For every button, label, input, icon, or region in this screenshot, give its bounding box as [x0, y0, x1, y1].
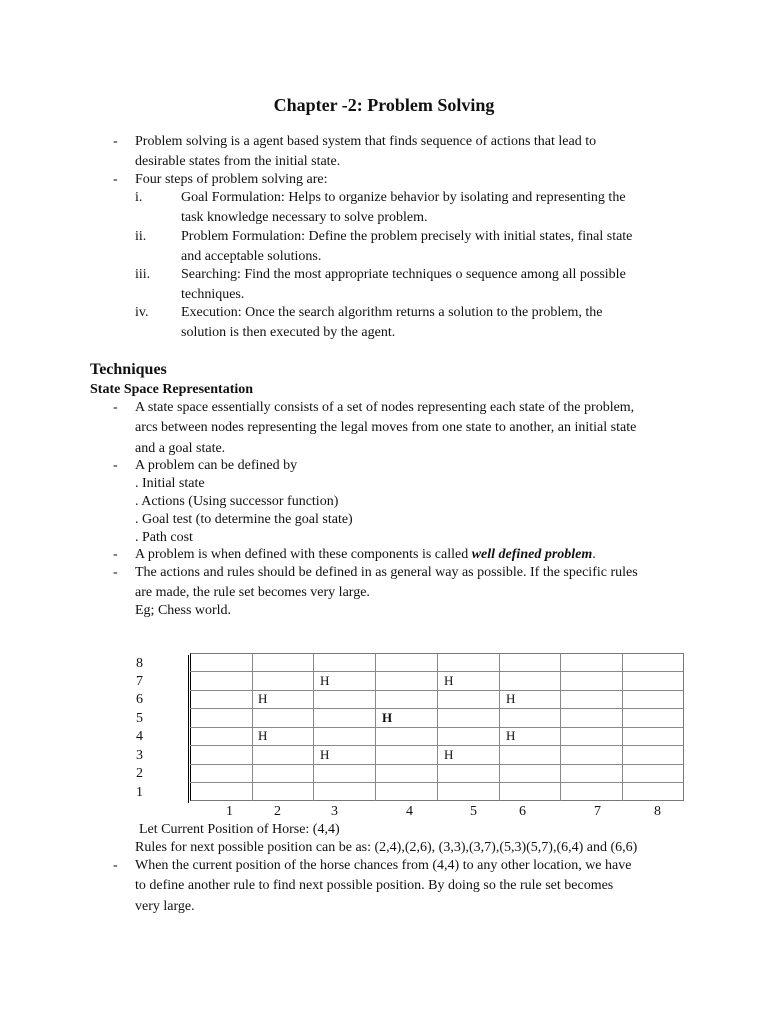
- step-text: techniques.: [181, 287, 245, 302]
- bullet-dash: -: [113, 400, 118, 415]
- row-label: 6: [136, 692, 143, 707]
- step-text: solution is then executed by the agent.: [181, 325, 396, 340]
- intro-bullet1-line1: Problem solving is a agent based system that finds sequence of actions that lead to: [135, 134, 597, 149]
- after-bullet-line: When the current position of the horse chances from (4,4) to any other location, we have: [135, 858, 632, 873]
- techniques-bullet3: [135, 546, 596, 564]
- techniques-bullet2: A problem can be defined by: [135, 458, 298, 473]
- bullet-dash: -: [113, 458, 118, 473]
- current-position-text: Let Current Position of Horse: (4,4): [139, 822, 340, 837]
- component-item: . Goal test (to determine the goal state): [135, 512, 353, 527]
- step-number: i.: [135, 190, 143, 205]
- row-label: 5: [136, 711, 143, 726]
- example-text: Eg; Chess world.: [135, 603, 232, 618]
- step-text: Problem Formulation: Define the problem precisely with initial states, final state: [181, 229, 633, 244]
- page-title: Chapter -2: Problem Solving: [273, 95, 495, 115]
- col-label: 6: [519, 804, 526, 819]
- grid-line: [190, 745, 684, 746]
- horse-move-mark: H: [258, 728, 268, 743]
- techniques-bullet1-line: arcs between nodes representing the legal moves from one state to another, an initial state: [135, 420, 637, 435]
- board-left-edge: [188, 655, 189, 803]
- horse-move-mark: H: [320, 747, 330, 762]
- section-heading: Techniques: [90, 361, 167, 378]
- col-label: 4: [406, 804, 413, 819]
- col-label: 2: [274, 804, 281, 819]
- intro-bullet2: Four steps of problem solving are:: [135, 172, 328, 187]
- bullet-dash: -: [113, 858, 118, 873]
- techniques-bullet4-line: are made, the rule set becomes very large.: [135, 585, 370, 600]
- component-item: . Actions (Using successor function): [135, 494, 339, 509]
- bullet-dash: -: [113, 172, 118, 187]
- row-label: 7: [136, 674, 143, 689]
- row-label: 8: [136, 656, 143, 671]
- row-label: 1: [136, 785, 143, 800]
- col-label: 5: [470, 804, 477, 819]
- col-label: 1: [226, 804, 233, 819]
- step-text: task knowledge necessary to solve problem.: [181, 210, 428, 225]
- step-text: Goal Formulation: Helps to organize behavior by isolating and representing the: [181, 190, 626, 205]
- horse-move-mark: H: [506, 691, 516, 706]
- step-text: Searching: Find the most appropriate techniques o sequence among all possible: [181, 267, 626, 282]
- horse-move-mark: H: [444, 673, 454, 688]
- col-label: 7: [594, 804, 601, 819]
- step-number: iv.: [135, 305, 149, 320]
- techniques-bullet1-line: and a goal state.: [135, 441, 226, 456]
- step-number: iii.: [135, 267, 151, 282]
- horse-current-position: H: [382, 710, 393, 725]
- row-label: 3: [136, 748, 143, 763]
- row-label: 2: [136, 766, 143, 781]
- rules-text: Rules for next possible position can be as: (2,4),(2,6), (3,3),(3,7),(5,3)(5,7),(6,4) and (6,6): [135, 840, 638, 855]
- grid-line: [190, 708, 684, 709]
- after-bullet-line: to define another rule to find next possible position. By doing so the rule set becomes: [135, 878, 614, 893]
- techniques-bullet4-line: The actions and rules should be defined in as general way as possible. If the specific rules: [135, 565, 638, 580]
- bullet-dash: -: [113, 565, 118, 580]
- bullet-dash: -: [113, 547, 118, 562]
- step-text: Execution: Once the search algorithm returns a solution to the problem, the: [181, 305, 603, 320]
- horse-move-mark: H: [320, 673, 330, 688]
- grid-line: [190, 782, 684, 783]
- horse-move-mark: H: [258, 691, 268, 706]
- horse-move-mark: H: [444, 747, 454, 762]
- intro-bullet1-line2: desirable states from the initial state.: [135, 154, 341, 169]
- row-label: 4: [136, 729, 143, 744]
- after-bullet-line: very large.: [135, 899, 195, 914]
- grid-line: [190, 671, 684, 672]
- bullet3-suffix: .: [592, 547, 596, 562]
- step-number: ii.: [135, 229, 147, 244]
- component-item: . Path cost: [135, 530, 193, 545]
- horse-move-mark: H: [506, 728, 516, 743]
- subsection-heading: State Space Representation: [90, 382, 254, 397]
- col-label: 8: [654, 804, 661, 819]
- bullet-dash: -: [113, 134, 118, 149]
- bullet3-prefix: A problem is when defined with these components is called: [135, 547, 472, 562]
- component-item: . Initial state: [135, 476, 205, 491]
- techniques-bullet1-line: A state space essentially consists of a set of nodes representing each state of the problem,: [135, 400, 635, 415]
- bullet3-emphasis: well defined problem: [471, 547, 593, 562]
- col-label: 3: [331, 804, 338, 819]
- step-text: and acceptable solutions.: [181, 249, 322, 264]
- grid-line: [190, 764, 684, 765]
